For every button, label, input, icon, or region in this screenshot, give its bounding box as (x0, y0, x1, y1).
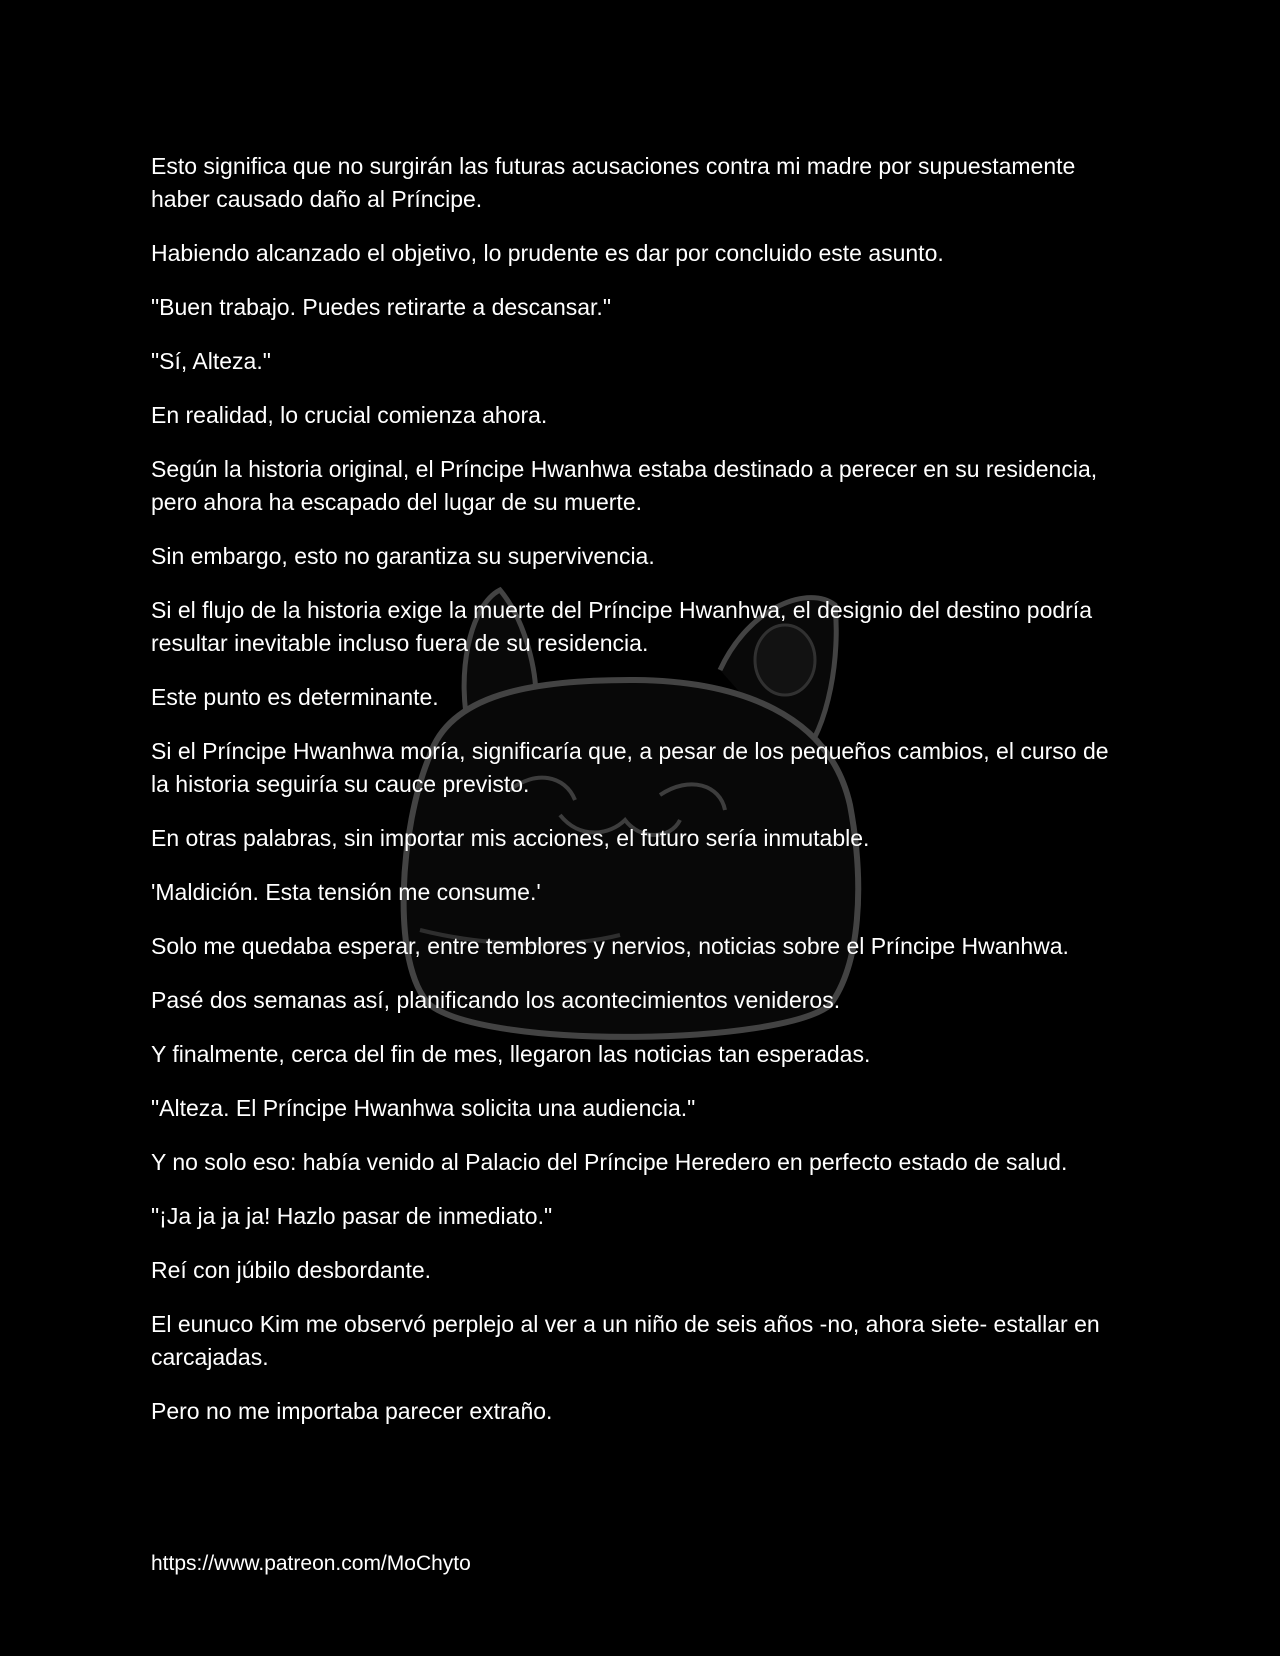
paragraph: Según la historia original, el Príncipe Hwanhwa estaba destinado a perecer en su residencia, pero ahora ha escapado del lugar de su muerte. (151, 456, 1098, 515)
paragraph: Este punto es determinante. (151, 684, 439, 710)
paragraph: Si el flujo de la historia exige la muerte del Príncipe Hwanhwa, el designio del destino podría resultar inevitable incluso fuera de su residencia. (151, 597, 1092, 656)
paragraph: Y no solo eso: había venido al Palacio del Príncipe Heredero en perfecto estado de salud. (151, 1149, 1068, 1175)
paragraph: Pero no me importaba parecer extraño. (151, 1398, 553, 1424)
paragraph: "¡Ja ja ja ja! Hazlo pasar de inmediato." (151, 1203, 553, 1229)
paragraph: Reí con júbilo desbordante. (151, 1257, 432, 1283)
paragraph: 'Maldición. Esta tensión me consume.' (151, 879, 541, 905)
paragraph: "Sí, Alteza." (151, 348, 271, 374)
paragraph: Pasé dos semanas así, planificando los acontecimientos venideros. (151, 987, 841, 1013)
paragraph: Esto significa que no surgirán las futuras acusaciones contra mi madre por supuestamente haber causado daño al Príncipe. (151, 153, 1076, 212)
document-body (151, 150, 1111, 1449)
paragraph: Si el Príncipe Hwanhwa moría, significaría que, a pesar de los pequeños cambios, el curso de la historia seguiría su cauce previsto. (151, 738, 1109, 797)
paragraph: En realidad, lo crucial comienza ahora. (151, 402, 548, 428)
paragraph: Y finalmente, cerca del fin de mes, llegaron las noticias tan esperadas. (151, 1041, 871, 1067)
paragraph: "Buen trabajo. Puedes retirarte a descansar." (151, 294, 611, 320)
paragraph: "Alteza. El Príncipe Hwanhwa solicita una audiencia." (151, 1095, 696, 1121)
paragraph: Habiendo alcanzado el objetivo, lo prudente es dar por concluido este asunto. (151, 240, 944, 266)
paragraph: Solo me quedaba esperar, entre temblores y nervios, noticias sobre el Príncipe Hwanhwa. (151, 933, 1069, 959)
patreon-link[interactable]: https://www.patreon.com/MoChyto (151, 1552, 471, 1575)
paragraph: Sin embargo, esto no garantiza su supervivencia. (151, 543, 655, 569)
paragraph: El eunuco Kim me observó perplejo al ver a un niño de seis años -no, ahora siete- estallar en carcajadas. (151, 1311, 1100, 1370)
paragraph: En otras palabras, sin importar mis acciones, el futuro sería inmutable. (151, 825, 870, 851)
